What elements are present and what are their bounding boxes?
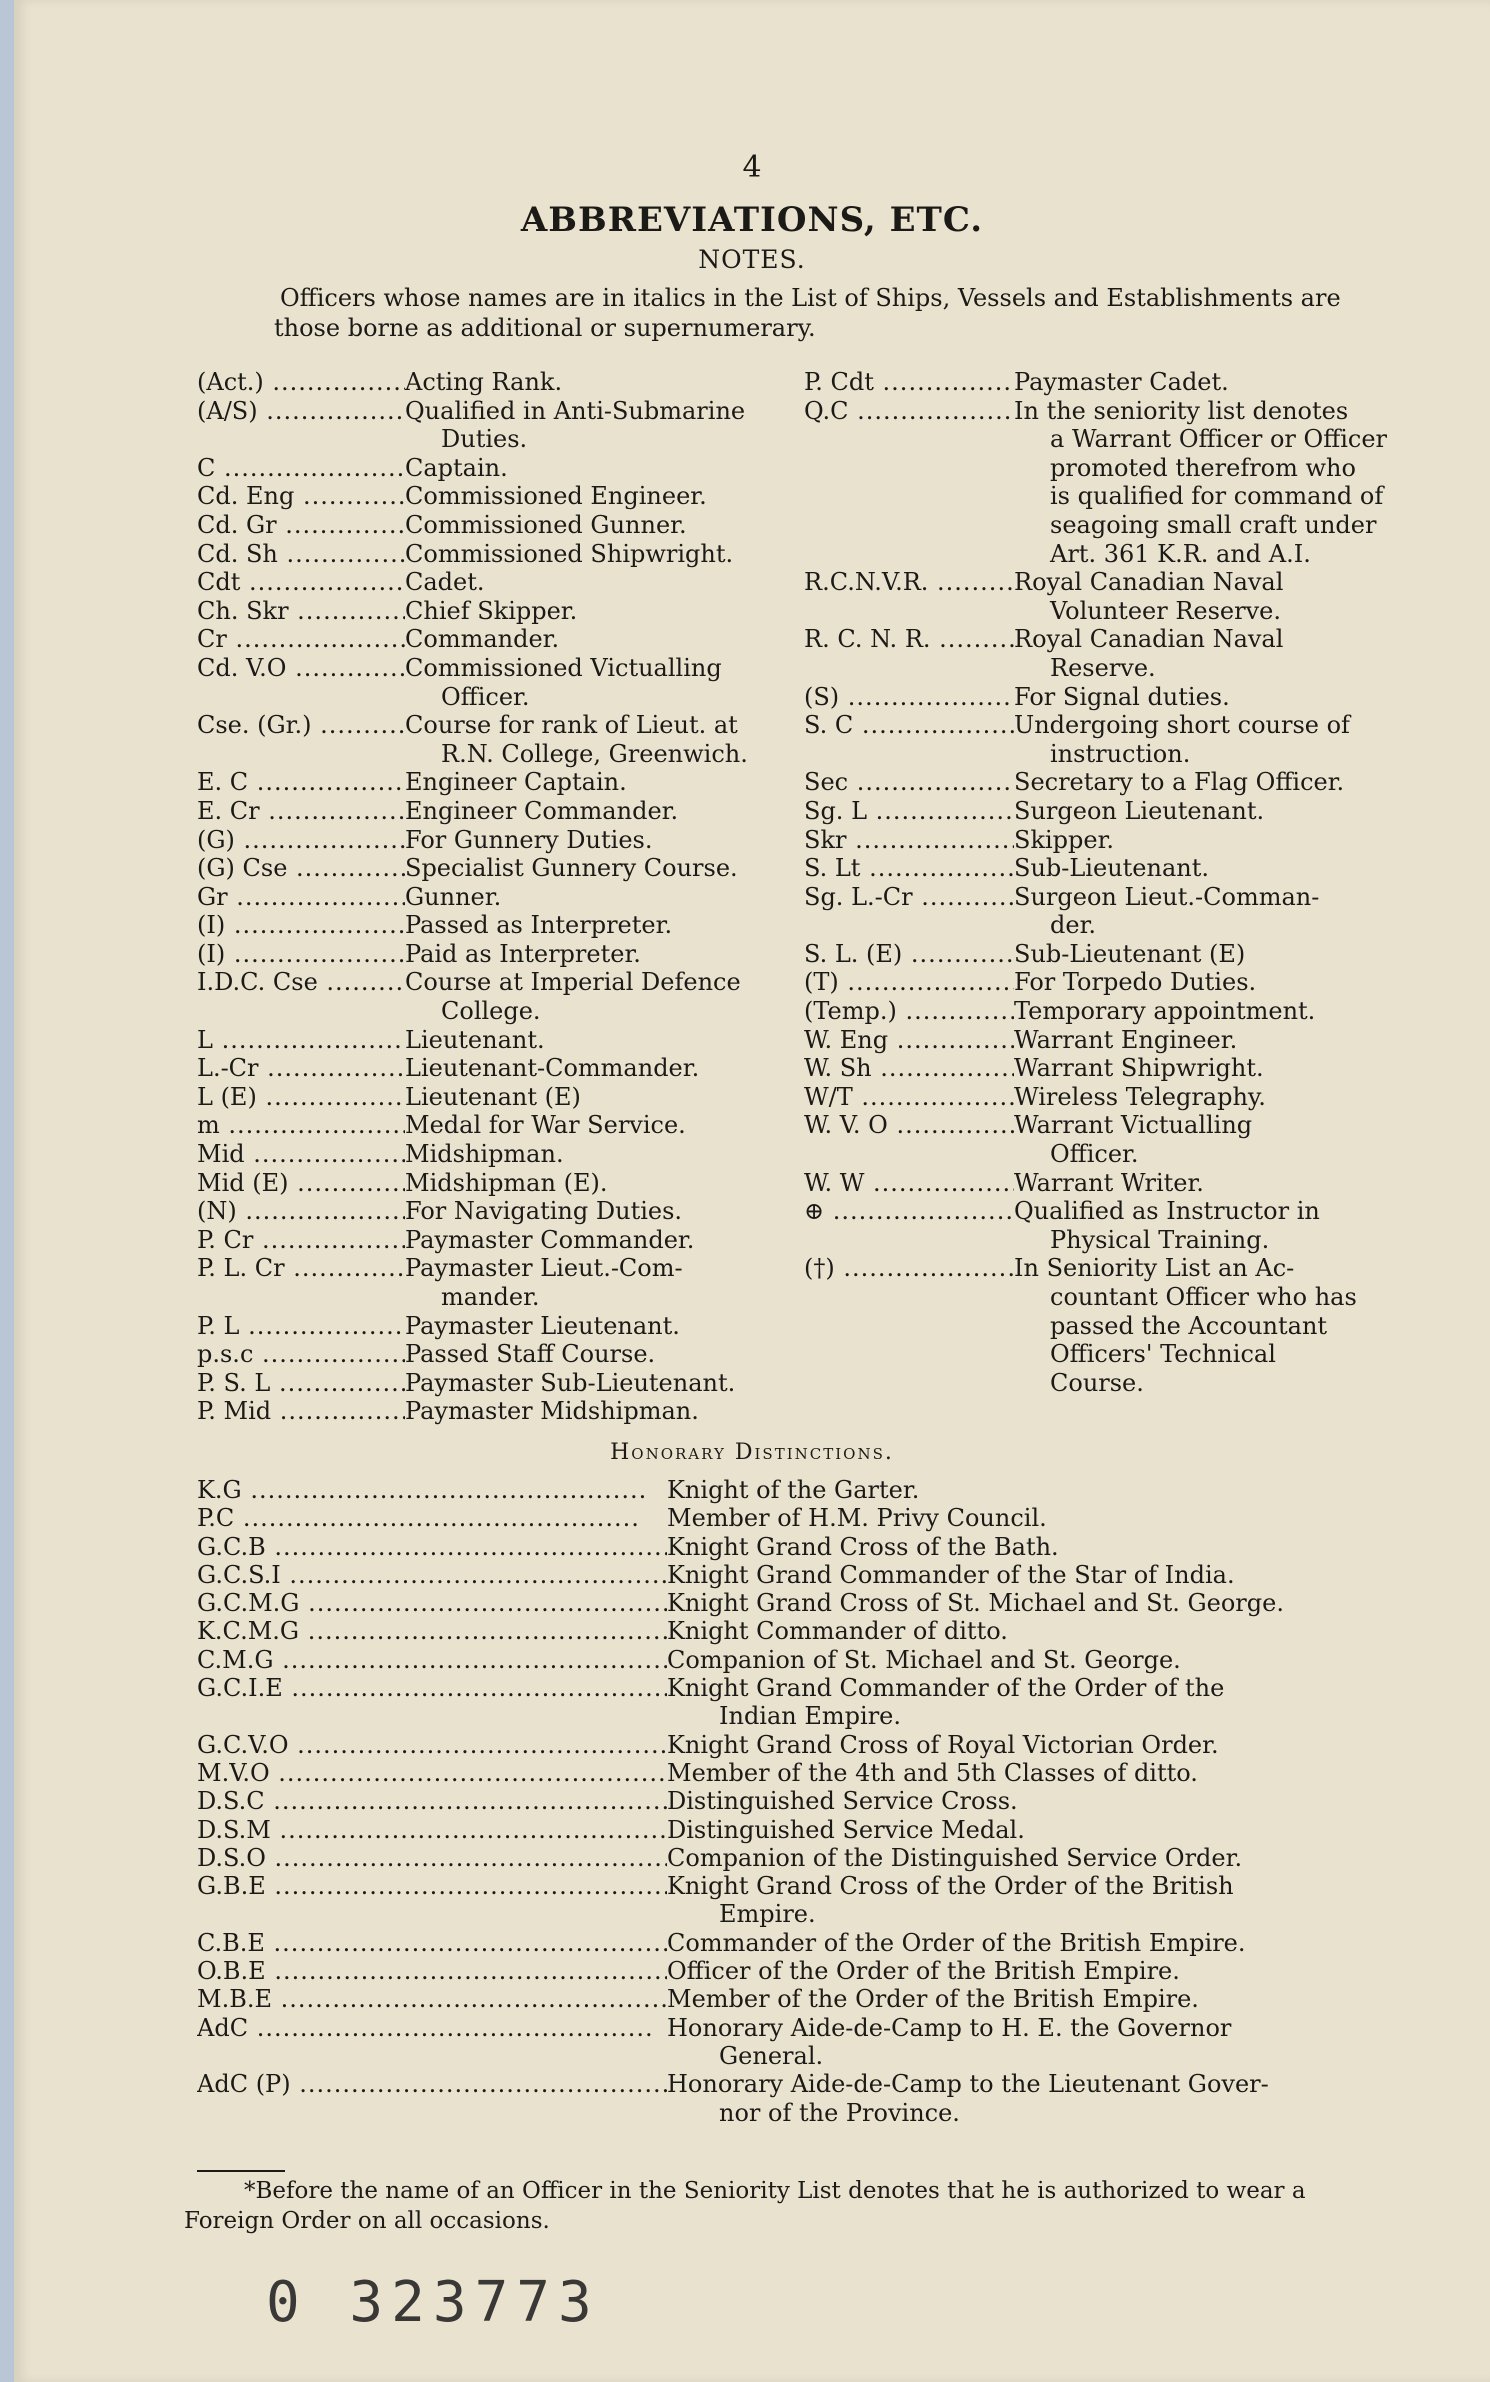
abbreviation-meaning: Reserve.	[1050, 653, 1156, 682]
abbreviation-term: M.B.E .....	[197, 1985, 667, 2013]
abbreviation-meaning: Gunner.	[405, 882, 502, 911]
abbreviation-meaning: Surgeon Lieutenant.	[1014, 796, 1265, 825]
abbreviation-term: C.B.E .....	[197, 1929, 667, 1957]
abbreviation-row	[804, 1197, 1404, 1226]
notes-heading: NOTES.	[698, 245, 806, 274]
abbreviation-term: p.s.c .....	[197, 1340, 405, 1369]
abbreviation-term: W. W .....	[804, 1169, 1014, 1198]
abbreviation-row	[197, 654, 817, 683]
abbreviation-term: (G) Cse .....	[197, 854, 405, 883]
abbreviation-meaning: Duties.	[441, 425, 528, 454]
abbreviation-term: S. L. (E) .....	[804, 940, 1014, 969]
abbreviation-row	[197, 1844, 1402, 1872]
abbreviation-row	[804, 397, 1404, 426]
abbreviation-term: C.M.G .....	[197, 1646, 667, 1674]
abbreviation-term: Cd. Sh .....	[197, 540, 405, 569]
abbreviation-row	[804, 1340, 1404, 1369]
abbreviation-meaning: Distinguished Service Medal.	[667, 1815, 1025, 1844]
abbreviation-term: K.C.M.G .....	[197, 1617, 667, 1645]
abbreviation-row	[197, 1900, 1402, 1928]
abbreviation-meaning: Knight Commander of ditto.	[667, 1617, 1008, 1646]
abbreviation-meaning: Officers' Technical	[1050, 1340, 1276, 1369]
abbreviation-meaning: Art. 361 K.R. and A.I.	[1050, 539, 1311, 568]
abbreviation-meaning: Sub-Lieutenant.	[1014, 854, 1209, 883]
abbreviation-term: C .....	[197, 454, 405, 483]
abbreviation-meaning: Paymaster Sub-Lieutenant.	[405, 1368, 736, 1397]
abbreviation-meaning: Surgeon Lieut.-Comman-	[1014, 882, 1320, 911]
abbreviation-row	[197, 1787, 1402, 1815]
abbreviation-row	[804, 1026, 1404, 1055]
abbreviation-meaning: Member of H.M. Privy Council.	[667, 1504, 1047, 1533]
abbreviation-meaning: For Signal duties.	[1014, 682, 1230, 711]
abbreviation-meaning: Paymaster Cadet.	[1014, 368, 1229, 396]
abbreviation-meaning: instruction.	[1050, 739, 1191, 768]
abbreviation-meaning: Knight Grand Commander of the Order of the	[667, 1674, 1225, 1703]
honorary-distinctions-heading: Honorary Distinctions.	[610, 1440, 894, 1465]
abbreviation-term: L.-Cr .....	[197, 1054, 405, 1083]
abbreviation-meaning: seagoing small craft under	[1050, 510, 1377, 539]
page-number: 4	[742, 150, 762, 185]
abbreviation-row	[197, 1340, 817, 1369]
abbreviation-meaning: Paymaster Midshipman.	[405, 1397, 699, 1426]
footnote: *Before the name of an Officer in the Seniority List denotes that he is authorized to wear a Foreign Order on all occasions.	[184, 2178, 1306, 2234]
abbreviation-term: P. L .....	[197, 1312, 405, 1341]
abbreviation-row	[804, 1140, 1404, 1169]
abbreviation-row	[804, 568, 1404, 597]
abbreviation-meaning: Specialist Gunnery Course.	[405, 854, 738, 883]
abbreviation-meaning: Passed Staff Course.	[405, 1340, 656, 1369]
abbreviation-meaning: Commander of the Order of the British Empire.	[667, 1928, 1246, 1957]
abbreviation-row	[197, 2099, 1402, 2127]
abbreviation-meaning: der.	[1050, 911, 1097, 940]
abbreviation-meaning: In the seniority list denotes	[1014, 396, 1349, 425]
abbreviation-meaning: For Navigating Duties.	[405, 1197, 683, 1226]
honorary-distinctions-list	[197, 1476, 1402, 2127]
abbreviation-meaning: Undergoing short course of	[1014, 711, 1350, 740]
abbreviation-meaning: Member of the Order of the British Empire.	[667, 1985, 1199, 2014]
abbreviation-meaning: a Warrant Officer or Officer	[1050, 425, 1388, 454]
abbreviation-row	[804, 826, 1404, 855]
abbreviation-row	[804, 683, 1404, 712]
abbreviation-row	[197, 740, 817, 769]
abbreviation-row	[804, 740, 1404, 769]
abbreviation-row	[197, 1674, 1402, 1702]
left-abbreviation-column	[197, 368, 817, 1426]
abbreviation-row	[197, 1561, 1402, 1589]
abbreviation-row	[804, 1054, 1404, 1083]
abbreviation-meaning: Physical Training.	[1050, 1225, 1270, 1254]
abbreviation-row	[197, 854, 817, 883]
abbreviation-term: (Temp.) .....	[804, 997, 1014, 1026]
abbreviation-row	[804, 911, 1404, 940]
abbreviation-row	[197, 1197, 817, 1226]
abbreviation-meaning: General.	[719, 2041, 824, 2070]
abbreviation-meaning: countant Officer who has	[1050, 1283, 1357, 1311]
abbreviation-row	[804, 1283, 1404, 1312]
abbreviation-row	[197, 368, 817, 397]
abbreviation-meaning: Passed as Interpreter.	[405, 911, 673, 940]
abbreviation-row	[197, 968, 817, 997]
abbreviation-term: Gr .....	[197, 883, 405, 912]
abbreviation-meaning: Companion of St. Michael and St. George.	[667, 1645, 1181, 1674]
abbreviation-term: D.S.C .....	[197, 1787, 667, 1815]
abbreviation-meaning: Qualified as Instructor in	[1014, 1197, 1320, 1226]
abbreviation-term: D.S.M .....	[197, 1816, 667, 1844]
abbreviation-meaning: Indian Empire.	[719, 1702, 901, 1731]
abbreviation-row	[804, 997, 1404, 1026]
abbreviation-row	[197, 768, 817, 797]
abbreviation-meaning: Empire.	[719, 1900, 816, 1929]
abbreviation-meaning: Knight Grand Cross of Royal Victorian Order.	[667, 1730, 1219, 1759]
abbreviation-meaning: Paid as Interpreter.	[405, 939, 641, 968]
abbreviation-meaning: Lieutenant-Commander.	[405, 1054, 700, 1083]
abbreviation-term: (I) .....	[197, 940, 405, 969]
abbreviation-meaning: Honorary Aide-de-Camp to H. E. the Governor	[667, 2013, 1232, 2042]
abbreviation-meaning: Knight Grand Cross of St. Michael and St. George.	[667, 1589, 1284, 1618]
abbreviation-term: (N) .....	[197, 1197, 405, 1226]
abbreviation-row	[197, 1054, 817, 1083]
document-page	[14, 0, 1490, 2382]
abbreviation-meaning: Officer.	[441, 682, 530, 711]
serial-stamp: 0 323773	[266, 2270, 600, 2335]
abbreviation-row	[804, 654, 1404, 683]
abbreviation-term: W. Eng .....	[804, 1026, 1014, 1055]
abbreviation-row	[197, 1985, 1402, 2013]
abbreviation-meaning: Commander.	[405, 625, 560, 654]
abbreviation-meaning: Midshipman.	[405, 1140, 564, 1169]
abbreviation-row	[197, 454, 817, 483]
abbreviation-row	[197, 1589, 1402, 1617]
abbreviation-term: R.C.N.V.R. .....	[804, 568, 1014, 597]
abbreviation-meaning: Engineer Commander.	[405, 796, 679, 825]
abbreviation-row	[197, 568, 817, 597]
abbreviation-term: S. Lt .....	[804, 854, 1014, 883]
abbreviation-term: Skr .....	[804, 826, 1014, 855]
abbreviation-row	[197, 1169, 817, 1198]
footnote-divider	[197, 2170, 285, 2172]
abbreviation-row	[804, 1226, 1404, 1255]
abbreviation-row	[804, 968, 1404, 997]
abbreviation-meaning: mander.	[441, 1283, 540, 1311]
abbreviation-term: Cd. V.O .....	[197, 654, 405, 683]
abbreviation-meaning: For Torpedo Duties.	[1014, 968, 1257, 997]
abbreviation-meaning: Temporary appointment.	[1014, 997, 1316, 1026]
abbreviation-row	[197, 1872, 1402, 1900]
abbreviation-term: Mid .....	[197, 1140, 405, 1169]
abbreviation-row	[197, 397, 817, 426]
abbreviation-term: P. Cr .....	[197, 1226, 405, 1255]
abbreviation-term: (†) .....	[804, 1254, 1014, 1283]
abbreviation-term: R. C. N. R. .....	[804, 625, 1014, 654]
abbreviation-term: W. V. O .....	[804, 1111, 1014, 1140]
abbreviation-meaning: promoted therefrom who	[1050, 453, 1356, 482]
abbreviation-meaning: Course.	[1050, 1368, 1144, 1397]
abbreviation-term: P. S. L .....	[197, 1369, 405, 1398]
abbreviation-term: S. C .....	[804, 711, 1014, 740]
abbreviation-row	[197, 1397, 817, 1426]
abbreviation-term: G.C.I.E .....	[197, 1674, 667, 1702]
abbreviation-term: G.C.V.O .....	[197, 1731, 667, 1759]
abbreviation-row	[197, 683, 817, 712]
abbreviation-row	[197, 711, 817, 740]
abbreviation-row	[804, 797, 1404, 826]
abbreviation-meaning: Sub-Lieutenant (E)	[1014, 939, 1246, 968]
abbreviation-row	[804, 940, 1404, 969]
abbreviation-term: Sg. L.-Cr .....	[804, 883, 1014, 912]
abbreviation-meaning: Captain.	[405, 453, 508, 482]
abbreviation-term: G.B.E .....	[197, 1872, 667, 1900]
abbreviation-row	[197, 1759, 1402, 1787]
abbreviation-row	[804, 711, 1404, 740]
abbreviation-row	[197, 1026, 817, 1055]
abbreviation-meaning: Paymaster Lieutenant.	[405, 1311, 680, 1340]
abbreviation-meaning: Commissioned Shipwright.	[405, 539, 734, 568]
abbreviation-term: Cdt .....	[197, 568, 405, 597]
abbreviation-meaning: Commissioned Victualling	[405, 653, 722, 682]
abbreviation-row	[804, 1312, 1404, 1341]
abbreviation-meaning: Warrant Victualling	[1014, 1111, 1253, 1140]
abbreviation-meaning: Knight Grand Cross of the Bath.	[667, 1532, 1059, 1561]
abbreviation-meaning: Course for rank of Lieut. at	[405, 711, 738, 740]
abbreviation-meaning: Distinguished Service Cross.	[667, 1787, 1018, 1816]
abbreviation-term: M.V.O .....	[197, 1759, 667, 1787]
abbreviation-meaning: In Seniority List an Ac-	[1014, 1254, 1295, 1283]
abbreviation-row	[197, 997, 817, 1026]
abbreviation-meaning: Paymaster Lieut.-Com-	[405, 1254, 683, 1283]
abbreviation-meaning: Knight Grand Cross of the Order of the British	[667, 1872, 1234, 1901]
abbreviation-meaning: Lieutenant.	[405, 1025, 545, 1054]
abbreviation-meaning: passed the Accountant	[1050, 1311, 1328, 1340]
abbreviation-term: O.B.E .....	[197, 1957, 667, 1985]
abbreviation-meaning: is qualified for command of	[1050, 482, 1384, 511]
abbreviation-row	[197, 797, 817, 826]
abbreviation-row	[804, 511, 1404, 540]
abbreviation-term: L (E) .....	[197, 1083, 405, 1112]
abbreviation-term: (Act.) .....	[197, 368, 405, 397]
abbreviation-meaning: Companion of the Distinguished Service Order.	[667, 1843, 1243, 1872]
abbreviation-row	[197, 911, 817, 940]
abbreviation-row	[197, 1816, 1402, 1844]
abbreviation-term: Sg. L .....	[804, 797, 1014, 826]
abbreviation-meaning: Midshipman (E).	[405, 1168, 608, 1197]
abbreviation-row	[197, 1254, 817, 1283]
abbreviation-row	[197, 1957, 1402, 1985]
abbreviation-meaning: Volunteer Reserve.	[1050, 596, 1281, 625]
abbreviation-meaning: Qualified in Anti-Submarine	[405, 396, 746, 425]
abbreviation-term: I.D.C. Cse .....	[197, 968, 405, 997]
abbreviation-meaning: Royal Canadian Naval	[1014, 568, 1284, 597]
page-title: ABBREVIATIONS, ETC.	[520, 200, 984, 240]
abbreviation-meaning: Acting Rank.	[405, 368, 563, 396]
abbreviation-term: G.C.B .....	[197, 1533, 667, 1561]
abbreviation-meaning: Warrant Shipwright.	[1014, 1054, 1264, 1083]
abbreviation-meaning: Lieutenant (E)	[405, 1082, 581, 1111]
abbreviation-meaning: Cadet.	[405, 568, 485, 597]
abbreviation-meaning: Warrant Writer.	[1014, 1168, 1204, 1197]
abbreviation-row	[197, 540, 817, 569]
abbreviation-row	[197, 940, 817, 969]
abbreviation-row	[804, 883, 1404, 912]
abbreviation-meaning: Commissioned Gunner.	[405, 510, 687, 539]
abbreviation-row	[197, 1929, 1402, 1957]
abbreviation-row	[804, 368, 1404, 397]
abbreviation-meaning: Wireless Telegraphy.	[1014, 1082, 1266, 1111]
abbreviation-row	[804, 425, 1404, 454]
abbreviation-row	[197, 425, 817, 454]
abbreviation-term: W. Sh .....	[804, 1054, 1014, 1083]
abbreviation-row	[804, 597, 1404, 626]
abbreviation-row	[197, 2070, 1402, 2098]
abbreviation-row	[804, 854, 1404, 883]
abbreviation-term: E. Cr .....	[197, 797, 405, 826]
abbreviation-term: Q.C .....	[804, 397, 1014, 426]
abbreviation-row	[804, 1111, 1404, 1140]
abbreviation-meaning: Skipper.	[1014, 825, 1115, 854]
abbreviation-term: ⊕ .....	[804, 1197, 1014, 1226]
abbreviation-term: Cd. Eng .....	[197, 482, 405, 511]
abbreviation-term: P. Cdt .....	[804, 368, 1014, 397]
abbreviation-term: Ch. Skr .....	[197, 597, 405, 626]
abbreviation-row	[197, 1533, 1402, 1561]
abbreviation-row	[197, 597, 817, 626]
abbreviation-row	[804, 1254, 1404, 1283]
abbreviation-term: (A/S) .....	[197, 397, 405, 426]
abbreviation-row	[197, 1369, 817, 1398]
abbreviation-meaning: Officer.	[1050, 1140, 1139, 1169]
abbreviation-meaning: R.N. College, Greenwich.	[441, 739, 748, 768]
abbreviation-meaning: Chief Skipper.	[405, 596, 578, 625]
abbreviation-row	[804, 1169, 1404, 1198]
abbreviation-row	[197, 1283, 817, 1312]
abbreviation-term: Mid (E) .....	[197, 1169, 405, 1198]
abbreviation-row	[197, 1083, 817, 1112]
abbreviation-row	[197, 1111, 817, 1140]
abbreviation-row	[197, 482, 817, 511]
abbreviation-meaning: Honorary Aide-de-Camp to the Lieutenant Gover-	[667, 2070, 1269, 2099]
abbreviation-meaning: Commissioned Engineer.	[405, 482, 707, 511]
abbreviation-term: E. C .....	[197, 768, 405, 797]
abbreviation-row	[197, 1731, 1402, 1759]
abbreviation-row	[804, 625, 1404, 654]
abbreviation-term: P. L. Cr .....	[197, 1254, 405, 1283]
abbreviation-term: Cd. Gr .....	[197, 511, 405, 540]
abbreviation-term: AdC .....	[197, 2014, 667, 2042]
abbreviation-row	[197, 1504, 1402, 1532]
abbreviation-meaning: Knight of the Garter.	[667, 1476, 920, 1504]
abbreviation-row	[197, 1312, 817, 1341]
abbreviation-term: (I) .....	[197, 911, 405, 940]
abbreviation-meaning: Engineer Captain.	[405, 768, 627, 797]
abbreviation-term: Cr .....	[197, 625, 405, 654]
abbreviation-term: L .....	[197, 1026, 405, 1055]
abbreviation-row	[197, 2014, 1402, 2042]
abbreviation-term: G.C.S.I .....	[197, 1561, 667, 1589]
abbreviation-meaning: Secretary to a Flag Officer.	[1014, 768, 1345, 797]
abbreviation-term: G.C.M.G .....	[197, 1589, 667, 1617]
abbreviation-term: m .....	[197, 1111, 405, 1140]
abbreviation-meaning: Medal for War Service.	[405, 1111, 686, 1140]
abbreviation-term: (G) .....	[197, 826, 405, 855]
right-abbreviation-column	[804, 368, 1404, 1397]
abbreviation-row	[197, 1140, 817, 1169]
abbreviation-row	[197, 511, 817, 540]
notes-text: Officers whose names are in italics in the List of Ships, Vessels and Establishments are those borne as additional or supernumerary.	[274, 284, 1341, 342]
abbreviation-row	[804, 540, 1404, 569]
abbreviation-meaning: Royal Canadian Naval	[1014, 625, 1284, 654]
abbreviation-term: (S) .....	[804, 683, 1014, 712]
abbreviation-row	[197, 883, 817, 912]
abbreviation-term: (T) .....	[804, 968, 1014, 997]
abbreviation-row	[804, 1369, 1404, 1398]
abbreviation-term: Cse. (Gr.) .....	[197, 711, 405, 740]
abbreviation-term: K.G .....	[197, 1476, 667, 1504]
abbreviation-meaning: Warrant Engineer.	[1014, 1025, 1238, 1054]
abbreviation-meaning: Course at Imperial Defence	[405, 968, 741, 997]
abbreviation-row	[804, 482, 1404, 511]
abbreviation-row	[197, 1617, 1402, 1645]
abbreviation-meaning: Paymaster Commander.	[405, 1225, 695, 1254]
abbreviation-term: P.C .....	[197, 1504, 667, 1532]
abbreviation-meaning: College.	[441, 997, 541, 1026]
abbreviation-term: Sec .....	[804, 768, 1014, 797]
abbreviation-term: W/T .....	[804, 1083, 1014, 1112]
abbreviation-row	[197, 1476, 1402, 1504]
abbreviation-row	[197, 2042, 1402, 2070]
abbreviation-row	[804, 454, 1404, 483]
abbreviation-term: D.S.O .....	[197, 1844, 667, 1872]
abbreviation-row	[197, 1702, 1402, 1730]
abbreviation-row	[197, 625, 817, 654]
abbreviation-row	[804, 768, 1404, 797]
abbreviation-meaning: Member of the 4th and 5th Classes of ditto.	[667, 1758, 1198, 1787]
abbreviation-row	[197, 1226, 817, 1255]
abbreviation-row	[804, 1083, 1404, 1112]
abbreviation-meaning: Knight Grand Commander of the Star of India.	[667, 1560, 1235, 1589]
abbreviation-row	[197, 1646, 1402, 1674]
abbreviation-row	[197, 826, 817, 855]
abbreviation-meaning: Officer of the Order of the British Empire.	[667, 1957, 1180, 1986]
abbreviation-term: AdC (P) .....	[197, 2070, 667, 2098]
abbreviation-term: P. Mid .....	[197, 1397, 405, 1426]
abbreviation-meaning: nor of the Province.	[719, 2098, 960, 2127]
abbreviation-meaning: For Gunnery Duties.	[405, 825, 653, 854]
